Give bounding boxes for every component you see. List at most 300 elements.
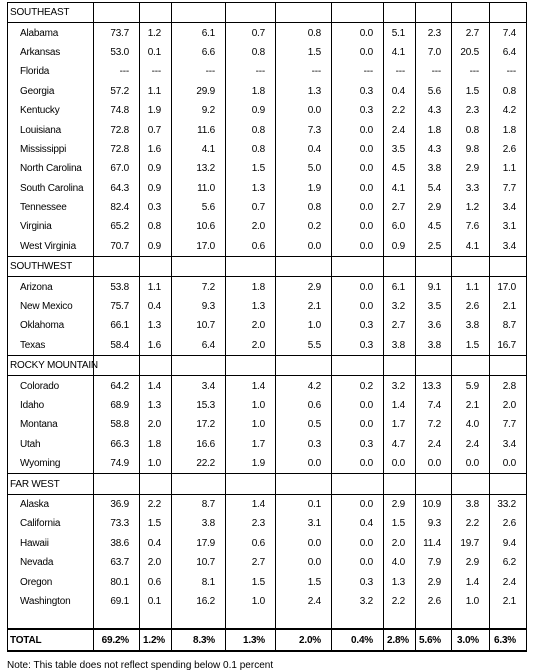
value-cell: 16.7 — [490, 336, 527, 356]
value-cell: 1.0 — [226, 415, 276, 434]
table-row — [8, 101, 527, 120]
value-cell: 5.9 — [452, 376, 490, 396]
value-cell: 1.0 — [226, 396, 276, 415]
value-cell: 2.6 — [452, 297, 490, 316]
value-cell: 0.0 — [332, 179, 384, 198]
value-cell: 0.3 — [332, 316, 384, 335]
value-cell: 4.5 — [416, 217, 452, 236]
state-name-cell: Wyoming — [8, 454, 94, 474]
value-cell: --- — [416, 62, 452, 81]
region-header-label: FAR WEST — [8, 474, 94, 494]
region-header-blank-cell — [172, 3, 226, 23]
value-cell: 0.4 — [276, 140, 332, 159]
value-cell: 4.3 — [416, 101, 452, 120]
total-label: TOTAL — [8, 629, 94, 651]
value-cell: 1.0 — [452, 592, 490, 611]
value-cell: --- — [172, 62, 226, 81]
value-cell: 1.8 — [226, 82, 276, 101]
value-cell: 8.1 — [172, 572, 226, 591]
value-cell: --- — [226, 62, 276, 81]
value-cell: 0.6 — [226, 534, 276, 553]
value-cell: 0.3 — [332, 435, 384, 454]
total-value-cell: 0.4% — [332, 629, 384, 651]
value-cell: 64.2 — [94, 376, 140, 396]
value-cell: 1.8 — [490, 120, 527, 139]
value-cell: 22.2 — [172, 454, 226, 474]
region-header-blank-cell — [416, 257, 452, 277]
value-cell: 11.4 — [416, 534, 452, 553]
value-cell: 0.9 — [140, 179, 172, 198]
value-cell: 1.9 — [140, 101, 172, 120]
spacer-cell — [172, 611, 226, 629]
value-cell: 4.5 — [384, 159, 416, 178]
region-header-blank-cell — [140, 474, 172, 494]
value-cell: 1.8 — [140, 435, 172, 454]
value-cell: 2.2 — [452, 514, 490, 533]
value-cell: 13.3 — [416, 376, 452, 396]
value-cell: 0.3 — [332, 82, 384, 101]
value-cell: 2.2 — [140, 494, 172, 514]
value-cell: 0.1 — [276, 494, 332, 514]
region-header-blank-cell — [384, 3, 416, 23]
region-header-label: ROCKY MOUNTAIN — [8, 356, 94, 376]
value-cell: 0.0 — [276, 237, 332, 257]
value-cell: 57.2 — [94, 82, 140, 101]
value-cell: 0.9 — [226, 101, 276, 120]
spending-table — [7, 2, 527, 652]
table-row — [8, 217, 527, 236]
value-cell: 1.1 — [140, 82, 172, 101]
value-cell: 10.9 — [416, 494, 452, 514]
value-cell: 0.5 — [276, 415, 332, 434]
value-cell: 2.7 — [452, 23, 490, 43]
value-cell: 5.4 — [416, 179, 452, 198]
value-cell: 1.5 — [452, 336, 490, 356]
value-cell: 6.1 — [172, 23, 226, 43]
value-cell: 2.2 — [384, 101, 416, 120]
value-cell: 2.6 — [490, 514, 527, 533]
table-row — [8, 62, 527, 81]
value-cell: 9.2 — [172, 101, 226, 120]
value-cell: 6.6 — [172, 43, 226, 62]
value-cell: --- — [332, 62, 384, 81]
table-body — [8, 3, 527, 652]
value-cell: 53.8 — [94, 277, 140, 297]
value-cell: 0.0 — [332, 43, 384, 62]
state-name-cell: Kentucky — [8, 101, 94, 120]
value-cell: 17.0 — [172, 237, 226, 257]
spacer-cell — [94, 611, 140, 629]
table-note: Note: This table does not reflect spending below 0.1 percent — [7, 660, 274, 671]
total-row — [8, 629, 527, 651]
region-header-blank-cell — [452, 3, 490, 23]
value-cell: 9.1 — [416, 277, 452, 297]
value-cell: 7.2 — [416, 415, 452, 434]
value-cell: 0.8 — [226, 140, 276, 159]
state-name-cell: West Virginia — [8, 237, 94, 257]
value-cell: 0.2 — [276, 217, 332, 236]
total-value-cell: 1.2% — [140, 629, 172, 651]
value-cell: 70.7 — [94, 237, 140, 257]
value-cell: 2.9 — [384, 494, 416, 514]
value-cell: 1.5 — [226, 159, 276, 178]
value-cell: 0.8 — [490, 82, 527, 101]
value-cell: 1.3 — [276, 82, 332, 101]
region-header-row — [8, 474, 527, 494]
value-cell: 74.9 — [94, 454, 140, 474]
region-header-row — [8, 257, 527, 277]
region-header-blank-cell — [172, 474, 226, 494]
table-row — [8, 179, 527, 198]
value-cell: --- — [140, 62, 172, 81]
value-cell: 4.1 — [172, 140, 226, 159]
value-cell: --- — [384, 62, 416, 81]
value-cell: 0.0 — [332, 454, 384, 474]
region-header-blank-cell — [226, 474, 276, 494]
value-cell: 74.8 — [94, 101, 140, 120]
region-header-blank-cell — [332, 257, 384, 277]
value-cell: 1.8 — [416, 120, 452, 139]
table-row — [8, 159, 527, 178]
region-header-blank-cell — [452, 257, 490, 277]
state-name-cell: South Carolina — [8, 179, 94, 198]
value-cell: --- — [452, 62, 490, 81]
region-header-blank-cell — [276, 3, 332, 23]
value-cell: 5.1 — [384, 23, 416, 43]
region-header-blank-cell — [332, 356, 384, 376]
value-cell: 6.1 — [384, 277, 416, 297]
value-cell: 0.3 — [276, 435, 332, 454]
value-cell: 1.3 — [226, 179, 276, 198]
region-header-blank-cell — [94, 356, 140, 376]
value-cell: 0.3 — [332, 101, 384, 120]
region-header-blank-cell — [226, 257, 276, 277]
value-cell: 0.1 — [140, 592, 172, 611]
region-header-row — [8, 3, 527, 23]
state-name-cell: Alabama — [8, 23, 94, 43]
value-cell: 7.6 — [452, 217, 490, 236]
state-name-cell: Mississippi — [8, 140, 94, 159]
value-cell: 0.7 — [140, 120, 172, 139]
table-row — [8, 454, 527, 474]
table-row — [8, 534, 527, 553]
value-cell: 0.8 — [452, 120, 490, 139]
value-cell: 5.0 — [276, 159, 332, 178]
value-cell: 0.6 — [276, 396, 332, 415]
table-row — [8, 316, 527, 335]
value-cell: 7.7 — [490, 415, 527, 434]
region-header-blank-cell — [490, 257, 527, 277]
value-cell: 2.4 — [490, 572, 527, 591]
value-cell: 0.9 — [140, 237, 172, 257]
value-cell: 8.7 — [490, 316, 527, 335]
value-cell: 1.7 — [226, 435, 276, 454]
value-cell: 58.8 — [94, 415, 140, 434]
value-cell: 16.6 — [172, 435, 226, 454]
value-cell: 0.0 — [276, 101, 332, 120]
value-cell: 0.4 — [140, 297, 172, 316]
region-header-blank-cell — [332, 474, 384, 494]
value-cell: 0.3 — [332, 572, 384, 591]
state-name-cell: Oregon — [8, 572, 94, 591]
value-cell: 3.4 — [172, 376, 226, 396]
value-cell: 1.6 — [140, 140, 172, 159]
value-cell: 1.4 — [226, 376, 276, 396]
value-cell: 3.8 — [452, 316, 490, 335]
value-cell: 19.7 — [452, 534, 490, 553]
value-cell: 1.5 — [276, 43, 332, 62]
value-cell: 17.2 — [172, 415, 226, 434]
value-cell: 0.9 — [384, 237, 416, 257]
value-cell: 5.6 — [172, 198, 226, 217]
value-cell: 2.7 — [226, 553, 276, 572]
value-cell: 1.0 — [140, 454, 172, 474]
total-value-cell: 1.3% — [226, 629, 276, 651]
table-row — [8, 23, 527, 43]
table-row — [8, 415, 527, 434]
value-cell: 3.5 — [416, 297, 452, 316]
value-cell: 20.5 — [452, 43, 490, 62]
state-name-cell: Virginia — [8, 217, 94, 236]
value-cell: 68.9 — [94, 396, 140, 415]
value-cell: 9.3 — [172, 297, 226, 316]
value-cell: 3.8 — [172, 514, 226, 533]
value-cell: 6.0 — [384, 217, 416, 236]
region-header-blank-cell — [94, 474, 140, 494]
total-value-cell: 5.6% — [416, 629, 452, 651]
value-cell: 66.1 — [94, 316, 140, 335]
value-cell: 11.0 — [172, 179, 226, 198]
value-cell: 9.3 — [416, 514, 452, 533]
state-name-cell: Oklahoma — [8, 316, 94, 335]
value-cell: 1.0 — [276, 316, 332, 335]
region-header-blank-cell — [452, 474, 490, 494]
region-header-blank-cell — [276, 356, 332, 376]
value-cell: 1.2 — [452, 198, 490, 217]
value-cell: 9.4 — [490, 534, 527, 553]
value-cell: 0.7 — [226, 198, 276, 217]
table-row — [8, 494, 527, 514]
table-row — [8, 592, 527, 611]
total-value-cell: 8.3% — [172, 629, 226, 651]
value-cell: 29.9 — [172, 82, 226, 101]
value-cell: 1.5 — [276, 572, 332, 591]
value-cell: 0.6 — [140, 572, 172, 591]
value-cell: 2.4 — [276, 592, 332, 611]
value-cell: 75.7 — [94, 297, 140, 316]
state-name-cell: Arizona — [8, 277, 94, 297]
value-cell: 15.3 — [172, 396, 226, 415]
value-cell: 1.4 — [384, 396, 416, 415]
value-cell: 2.0 — [490, 396, 527, 415]
value-cell: 0.0 — [332, 553, 384, 572]
state-name-cell: North Carolina — [8, 159, 94, 178]
value-cell: 2.3 — [416, 23, 452, 43]
value-cell: 7.7 — [490, 179, 527, 198]
value-cell: 2.0 — [226, 217, 276, 236]
value-cell: 1.3 — [140, 316, 172, 335]
value-cell: 72.8 — [94, 140, 140, 159]
table-row — [8, 140, 527, 159]
value-cell: 53.0 — [94, 43, 140, 62]
value-cell: 82.4 — [94, 198, 140, 217]
value-cell: 11.6 — [172, 120, 226, 139]
value-cell: 1.9 — [276, 179, 332, 198]
value-cell: 3.6 — [416, 316, 452, 335]
value-cell: 0.0 — [384, 454, 416, 474]
value-cell: 6.2 — [490, 553, 527, 572]
region-header-blank-cell — [490, 474, 527, 494]
state-name-cell: Alaska — [8, 494, 94, 514]
value-cell: 2.6 — [490, 140, 527, 159]
value-cell: 1.1 — [452, 277, 490, 297]
value-cell: 3.3 — [452, 179, 490, 198]
value-cell: 2.6 — [416, 592, 452, 611]
value-cell: 2.3 — [226, 514, 276, 533]
value-cell: 7.0 — [416, 43, 452, 62]
region-header-blank-cell — [94, 3, 140, 23]
value-cell: 0.0 — [332, 237, 384, 257]
table-row — [8, 120, 527, 139]
table-row — [8, 237, 527, 257]
value-cell: 1.4 — [452, 572, 490, 591]
value-cell: 1.5 — [452, 82, 490, 101]
value-cell: 3.2 — [332, 592, 384, 611]
value-cell: 3.5 — [384, 140, 416, 159]
value-cell: 0.0 — [490, 454, 527, 474]
value-cell: 0.0 — [276, 534, 332, 553]
region-header-blank-cell — [384, 257, 416, 277]
spacer-cell — [332, 611, 384, 629]
value-cell: 0.0 — [332, 217, 384, 236]
value-cell: 2.0 — [226, 336, 276, 356]
value-cell: 63.7 — [94, 553, 140, 572]
region-header-blank-cell — [490, 356, 527, 376]
value-cell: 0.0 — [332, 159, 384, 178]
value-cell: 1.4 — [226, 494, 276, 514]
value-cell: 0.0 — [332, 277, 384, 297]
state-name-cell: Hawaii — [8, 534, 94, 553]
spacer-cell — [384, 611, 416, 629]
value-cell: 0.0 — [452, 454, 490, 474]
value-cell: 36.9 — [94, 494, 140, 514]
spacer-cell — [276, 611, 332, 629]
value-cell: 7.4 — [416, 396, 452, 415]
region-header-blank-cell — [384, 474, 416, 494]
value-cell: 0.0 — [332, 534, 384, 553]
value-cell: 4.2 — [276, 376, 332, 396]
value-cell: 72.8 — [94, 120, 140, 139]
state-name-cell: Florida — [8, 62, 94, 81]
value-cell: 17.9 — [172, 534, 226, 553]
value-cell: 4.7 — [384, 435, 416, 454]
value-cell: 0.6 — [226, 237, 276, 257]
value-cell: 3.1 — [276, 514, 332, 533]
value-cell: 5.5 — [276, 336, 332, 356]
value-cell: 1.4 — [140, 376, 172, 396]
value-cell: 1.3 — [140, 396, 172, 415]
region-header-blank-cell — [172, 257, 226, 277]
value-cell: 73.3 — [94, 514, 140, 533]
value-cell: 1.7 — [384, 415, 416, 434]
value-cell: 2.4 — [384, 120, 416, 139]
spacer-cell — [416, 611, 452, 629]
value-cell: 65.2 — [94, 217, 140, 236]
value-cell: 2.4 — [452, 435, 490, 454]
region-header-row — [8, 356, 527, 376]
spacer-cell — [452, 611, 490, 629]
value-cell: 0.3 — [332, 336, 384, 356]
region-header-blank-cell — [140, 257, 172, 277]
table-row — [8, 553, 527, 572]
state-name-cell: Georgia — [8, 82, 94, 101]
table-row — [8, 198, 527, 217]
value-cell: --- — [276, 62, 332, 81]
value-cell: 0.0 — [332, 494, 384, 514]
value-cell: 0.4 — [384, 82, 416, 101]
value-cell: 7.3 — [276, 120, 332, 139]
table-row — [8, 572, 527, 591]
total-value-cell: 69.2% — [94, 629, 140, 651]
value-cell: 16.2 — [172, 592, 226, 611]
region-header-label: SOUTHWEST — [8, 257, 94, 277]
state-name-cell: Washington — [8, 592, 94, 611]
value-cell: 4.0 — [384, 553, 416, 572]
value-cell: 0.0 — [332, 415, 384, 434]
table-row — [8, 297, 527, 316]
value-cell: 0.0 — [332, 396, 384, 415]
value-cell: 7.9 — [416, 553, 452, 572]
region-header-blank-cell — [384, 356, 416, 376]
table-row — [8, 277, 527, 297]
value-cell: 1.5 — [140, 514, 172, 533]
region-header-blank-cell — [452, 356, 490, 376]
value-cell: 2.1 — [490, 592, 527, 611]
value-cell: 0.0 — [332, 297, 384, 316]
value-cell: 0.0 — [332, 120, 384, 139]
value-cell: 0.9 — [140, 159, 172, 178]
value-cell: 69.1 — [94, 592, 140, 611]
region-header-label: SOUTHEAST — [8, 3, 94, 23]
state-name-cell: Louisiana — [8, 120, 94, 139]
state-name-cell: Colorado — [8, 376, 94, 396]
value-cell: 0.0 — [276, 454, 332, 474]
table-row — [8, 435, 527, 454]
value-cell: 0.8 — [140, 217, 172, 236]
value-cell: 2.9 — [416, 198, 452, 217]
value-cell: 2.7 — [384, 198, 416, 217]
value-cell: 0.2 — [332, 376, 384, 396]
spacer-cell — [490, 611, 527, 629]
value-cell: 0.4 — [140, 534, 172, 553]
value-cell: 8.7 — [172, 494, 226, 514]
value-cell: 7.4 — [490, 23, 527, 43]
value-cell: 0.0 — [416, 454, 452, 474]
region-header-blank-cell — [226, 356, 276, 376]
spacer-cell — [140, 611, 172, 629]
region-header-blank-cell — [94, 257, 140, 277]
value-cell: 4.1 — [384, 43, 416, 62]
region-header-blank-cell — [140, 3, 172, 23]
table-row — [8, 376, 527, 396]
value-cell: 3.8 — [416, 159, 452, 178]
value-cell: 73.7 — [94, 23, 140, 43]
total-value-cell: 6.3% — [490, 629, 527, 651]
region-header-blank-cell — [140, 356, 172, 376]
value-cell: 38.6 — [94, 534, 140, 553]
value-cell: 2.8 — [490, 376, 527, 396]
value-cell: 7.2 — [172, 277, 226, 297]
